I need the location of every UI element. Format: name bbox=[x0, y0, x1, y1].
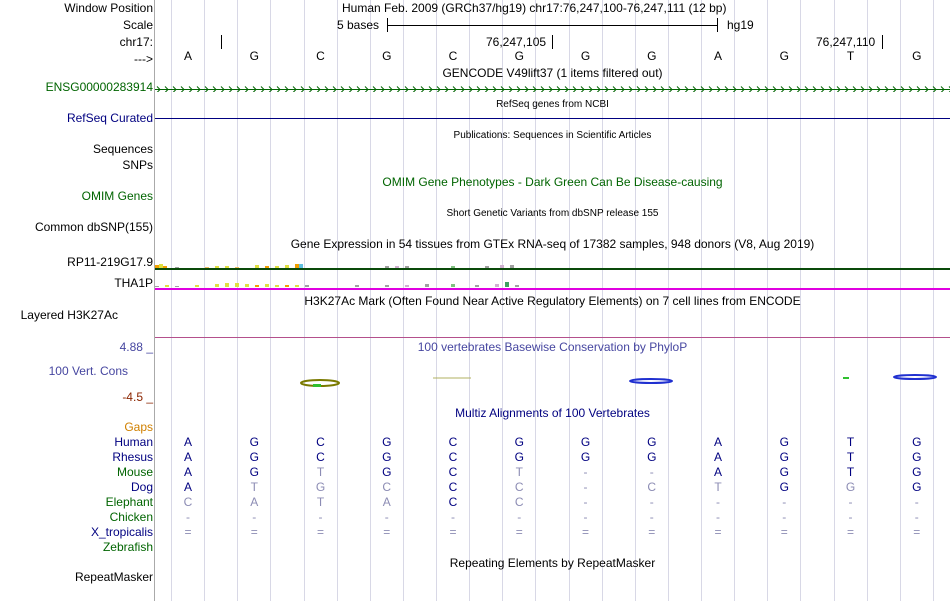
base-letter: G bbox=[514, 49, 524, 63]
species-label[interactable]: Zebrafish bbox=[102, 540, 153, 554]
alignment-base: C bbox=[382, 480, 392, 494]
alignment-base: - bbox=[848, 495, 853, 509]
gtex-bar bbox=[355, 285, 359, 287]
alignment-base: - bbox=[649, 495, 654, 509]
ruler-pos-110: 76,247,110 bbox=[816, 35, 876, 49]
alignment-base: = bbox=[648, 525, 656, 539]
alignment-base: - bbox=[186, 510, 190, 524]
alignment-base: - bbox=[583, 510, 588, 524]
ensg-label[interactable]: ENSG00000283914 bbox=[45, 80, 153, 94]
alignment-base: C bbox=[514, 495, 524, 509]
dbsnp-label[interactable]: Common dbSNP(155) bbox=[34, 220, 153, 234]
species-label[interactable]: Dog bbox=[130, 480, 153, 494]
alignment-base: G bbox=[382, 450, 392, 464]
scale-bases-text: 5 bases bbox=[337, 18, 380, 32]
alignment-base: - bbox=[914, 510, 919, 524]
alignment-base: G bbox=[315, 480, 326, 494]
alignment-base: C bbox=[448, 450, 458, 464]
gtex-track-title[interactable]: Gene Expression in 54 tissues from GTEx RNA-seq of 17382 samples, 948 donors (V8, Aug 2019) bbox=[290, 237, 815, 251]
gtex-bar bbox=[225, 283, 229, 287]
base-letter: A bbox=[713, 49, 722, 63]
scale-label[interactable]: Scale bbox=[122, 18, 153, 32]
gtex-bar bbox=[275, 285, 279, 287]
ruler-tick-110 bbox=[882, 35, 883, 49]
species-label[interactable]: Human bbox=[114, 435, 153, 449]
alignment-base: G bbox=[779, 465, 789, 479]
alignment-base: T bbox=[846, 435, 855, 449]
base-letter: A bbox=[183, 49, 192, 63]
alignment-base: T bbox=[846, 450, 855, 464]
scale-bar bbox=[387, 25, 718, 26]
gtex-bar bbox=[451, 284, 455, 287]
alignment-base: - bbox=[649, 510, 654, 524]
alignment-base: C bbox=[448, 495, 458, 509]
alignment-base: G bbox=[912, 465, 922, 479]
alignment-base: = bbox=[581, 525, 589, 539]
alignment-base: - bbox=[252, 510, 257, 524]
gtex-bar bbox=[405, 285, 409, 287]
alignment-base: - bbox=[716, 510, 720, 524]
gtex-bar bbox=[295, 285, 299, 287]
gtex-bar bbox=[285, 285, 289, 287]
publications-track-title[interactable]: Publications: Sequences in Scientific Articles bbox=[453, 130, 652, 141]
alignment-base: = bbox=[846, 525, 854, 539]
gaps-label[interactable]: Gaps bbox=[124, 420, 153, 434]
gtex-bar bbox=[495, 284, 499, 287]
position-text: Human Feb. 2009 (GRCh37/hg19) chr17:76,247,100-76,247,111 (12 bp) bbox=[342, 1, 727, 15]
cons-max-label: 4.88 _ bbox=[119, 340, 153, 354]
alignment-base: A bbox=[183, 450, 192, 464]
alignment-base: G bbox=[514, 435, 524, 449]
gtex-bar bbox=[265, 284, 269, 287]
alignment-base: - bbox=[782, 510, 787, 524]
alignment-base: - bbox=[517, 510, 522, 524]
ruler-pos-105: 76,247,105 bbox=[486, 35, 547, 49]
alignment-base: T bbox=[515, 465, 523, 479]
base-letter: G bbox=[249, 49, 259, 63]
alignment-base: C bbox=[647, 480, 657, 494]
base-letter: G bbox=[912, 49, 922, 63]
refseq-track-title[interactable]: RefSeq genes from NCBI bbox=[496, 99, 609, 110]
alignment-base: G bbox=[249, 450, 259, 464]
gtex-bar bbox=[195, 285, 199, 287]
gtex-bar bbox=[215, 284, 219, 287]
gtex-bar bbox=[425, 284, 429, 287]
base-letter: C bbox=[448, 49, 458, 63]
alignment-base: - bbox=[583, 495, 588, 509]
dbsnp-track-title[interactable]: Short Genetic Variants from dbSNP release 155 bbox=[446, 208, 659, 219]
chr-label[interactable]: chr17: bbox=[119, 35, 153, 49]
alignment-base: G bbox=[779, 450, 789, 464]
h3k27ac-baseline bbox=[155, 337, 950, 338]
phylop-mark-blue-1 bbox=[630, 379, 672, 383]
cons-label[interactable]: 100 Vert. Cons bbox=[48, 364, 128, 378]
gtex-bar bbox=[385, 285, 389, 287]
base-letter: T bbox=[846, 49, 855, 63]
alignment-base: G bbox=[580, 435, 591, 449]
scale-bar-left-cap bbox=[387, 18, 388, 32]
alignment-base: = bbox=[780, 525, 788, 539]
species-label[interactable]: Elephant bbox=[105, 495, 153, 509]
alignment-base: C bbox=[448, 480, 458, 494]
alignment-base: G bbox=[382, 465, 392, 479]
alignment-base: A bbox=[250, 495, 259, 509]
alignment-base: C bbox=[183, 495, 193, 509]
alignment-base: T bbox=[316, 465, 325, 479]
h3k27ac-label[interactable]: Layered H3K27Ac bbox=[20, 308, 118, 322]
alignment-base: G bbox=[779, 480, 789, 494]
alignment-base: - bbox=[716, 495, 720, 509]
alignment-base: = bbox=[184, 525, 192, 539]
alignment-base: A bbox=[713, 450, 722, 464]
alignment-base: G bbox=[580, 450, 591, 464]
gencode-chevrons bbox=[155, 85, 950, 92]
alignment-base: A bbox=[713, 435, 722, 449]
phylop-plot[interactable] bbox=[155, 370, 950, 392]
base-letter: G bbox=[647, 49, 657, 63]
omim-genes-label[interactable]: OMIM Genes bbox=[81, 189, 153, 203]
alignment-base: = bbox=[449, 525, 457, 539]
gtex-bar bbox=[165, 285, 169, 287]
alignment-base: = bbox=[250, 525, 258, 539]
base-letter: G bbox=[580, 49, 591, 63]
tha1p-label[interactable]: THA1P bbox=[114, 276, 153, 290]
alignment-base: - bbox=[583, 465, 588, 479]
alignment-base: - bbox=[318, 510, 323, 524]
refseq-label[interactable]: RefSeq Curated bbox=[66, 111, 153, 125]
gtex-bar bbox=[255, 285, 259, 287]
alignment-base: G bbox=[249, 435, 259, 449]
gtex-bar bbox=[305, 285, 309, 287]
gtex-bar bbox=[505, 282, 509, 287]
alignment-base: C bbox=[316, 450, 325, 464]
gtex-tha1p-baseline bbox=[155, 288, 950, 290]
alignment-base: T bbox=[714, 480, 722, 494]
alignment-base: = bbox=[383, 525, 391, 539]
alignment-base: - bbox=[649, 465, 654, 479]
snps-label[interactable]: SNPs bbox=[122, 158, 153, 172]
alignment-base: C bbox=[514, 480, 524, 494]
alignment-base: - bbox=[583, 480, 588, 494]
alignment-base: T bbox=[846, 465, 855, 479]
alignment-base: - bbox=[782, 495, 787, 509]
gtex-bar bbox=[235, 283, 239, 287]
ruler-tick-105 bbox=[552, 35, 553, 49]
sequences-label[interactable]: Sequences bbox=[92, 142, 153, 156]
repeatmasker-label[interactable]: RepeatMasker bbox=[74, 570, 153, 584]
gtex-bar bbox=[475, 285, 479, 287]
multiz-track-title[interactable]: Multiz Alignments of 100 Vertebrates bbox=[455, 406, 650, 420]
repeatmasker-track-title[interactable]: Repeating Elements by RepeatMasker bbox=[449, 556, 656, 570]
species-label[interactable]: Chicken bbox=[109, 510, 153, 524]
alignment-base: T bbox=[250, 480, 258, 494]
scale-db-text: hg19 bbox=[727, 18, 754, 32]
alignment-base: A bbox=[382, 495, 391, 509]
alignment-base: T bbox=[316, 495, 325, 509]
gencode-track-title[interactable]: GENCODE V49lift37 (1 items filtered out) bbox=[442, 66, 663, 80]
gtex-bar bbox=[515, 285, 519, 287]
alignment-base: G bbox=[647, 435, 657, 449]
alignment-base: - bbox=[384, 510, 389, 524]
alignment-base: G bbox=[845, 480, 856, 494]
rp11-label[interactable]: RP11-219G17.9 bbox=[67, 255, 153, 269]
species-label[interactable]: X_tropicalis bbox=[90, 525, 153, 539]
alignment-base: = bbox=[714, 525, 722, 539]
ruler-tick-100 bbox=[221, 35, 222, 49]
alignment-base: A bbox=[183, 465, 192, 479]
phylop-track-title[interactable]: 100 vertebrates Basewise Conservation by PhyloP bbox=[417, 340, 688, 354]
alignment-base: G bbox=[249, 465, 259, 479]
alignment-base: C bbox=[448, 435, 458, 449]
window-position-label[interactable]: Window Position bbox=[64, 1, 153, 15]
alignment-base: - bbox=[848, 510, 853, 524]
strand-arrow-label[interactable]: ---> bbox=[134, 52, 153, 66]
alignment-base: = bbox=[316, 525, 324, 539]
gtex-bar bbox=[155, 286, 159, 287]
alignment-base: G bbox=[382, 435, 392, 449]
alignment-base: G bbox=[514, 450, 524, 464]
base-letter: G bbox=[779, 49, 789, 63]
species-label[interactable]: Mouse bbox=[116, 465, 153, 479]
alignment-base: G bbox=[912, 480, 922, 494]
gtex-bar bbox=[245, 284, 249, 287]
alignment-base: = bbox=[913, 525, 921, 539]
refseq-gene-line[interactable] bbox=[155, 118, 950, 119]
alignment-base: - bbox=[914, 495, 919, 509]
species-label[interactable]: Rhesus bbox=[112, 450, 153, 464]
alignment-base: A bbox=[183, 435, 192, 449]
alignment-base: G bbox=[647, 450, 657, 464]
gtex-rp11-baseline bbox=[155, 268, 950, 270]
alignment-base: = bbox=[515, 525, 523, 539]
phylop-mark-green bbox=[843, 377, 849, 379]
gencode-gene-feature[interactable] bbox=[155, 83, 950, 92]
alignment-base: - bbox=[451, 510, 455, 524]
base-letter: G bbox=[382, 49, 392, 63]
phylop-mark-c bbox=[301, 380, 339, 387]
alignment-base: A bbox=[713, 465, 722, 479]
alignment-base: A bbox=[183, 480, 192, 494]
h3k27ac-track-title[interactable]: H3K27Ac Mark (Often Found Near Active Regulatory Elements) on 7 cell lines from ENCODE bbox=[304, 294, 801, 308]
alignment-base: G bbox=[779, 435, 789, 449]
alignment-base: G bbox=[912, 435, 922, 449]
cons-min-label: -4.5 _ bbox=[122, 390, 153, 404]
omim-track-title[interactable]: OMIM Gene Phenotypes - Dark Green Can Be Disease-causing bbox=[382, 175, 723, 189]
scale-bar-right-cap bbox=[717, 18, 718, 32]
alignment-base: C bbox=[448, 465, 458, 479]
phylop-mark-blue-2 bbox=[894, 375, 936, 379]
alignment-base: G bbox=[912, 450, 922, 464]
base-letter: C bbox=[316, 49, 325, 63]
gtex-bar bbox=[175, 286, 179, 287]
alignment-base: C bbox=[316, 435, 325, 449]
